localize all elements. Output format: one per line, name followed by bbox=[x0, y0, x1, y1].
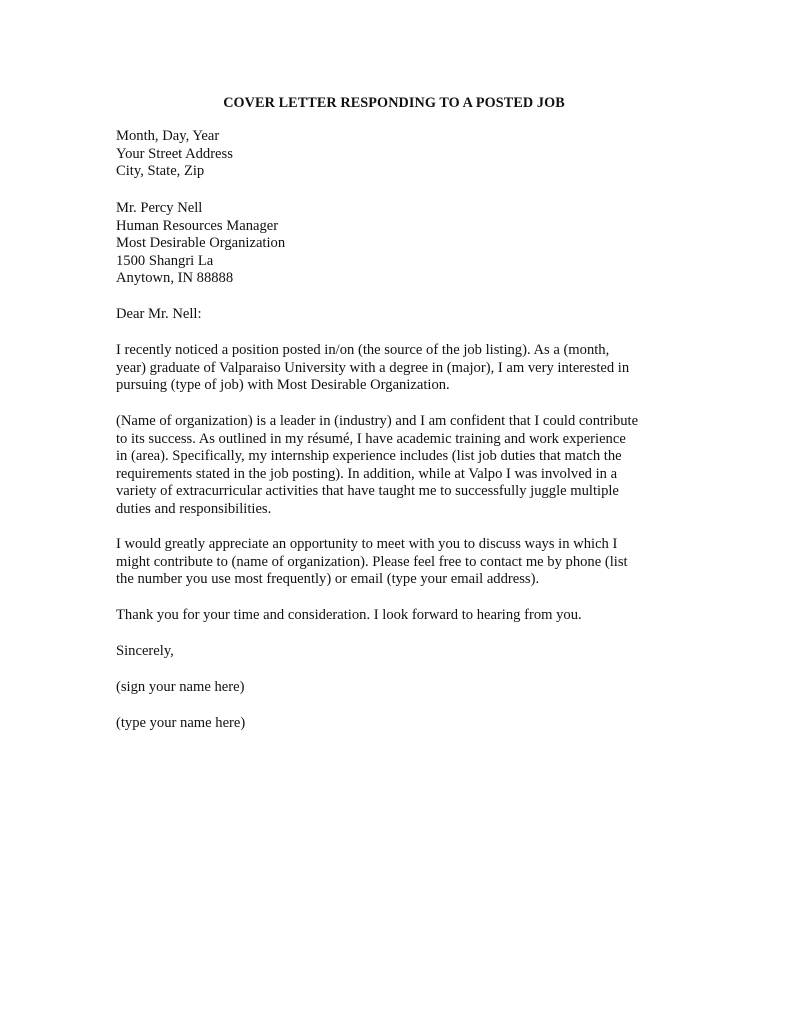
recipient-city: Anytown, IN 88888 bbox=[116, 270, 234, 287]
paragraph-line: year) graduate of Valparaiso University with a degree in (major), I am very interested in bbox=[116, 359, 630, 376]
paragraph-line: (Name of organization) is a leader in (industry) and I am confident that I could contribute bbox=[116, 413, 639, 429]
closing bbox=[116, 643, 676, 661]
recipient-address bbox=[116, 200, 676, 288]
paragraph-line: pursuing (type of job) with Most Desirable Organization. bbox=[116, 377, 450, 394]
paragraph-request bbox=[116, 536, 676, 589]
sender-date: Month, Day, Year bbox=[116, 128, 220, 144]
salutation-text: Dear Mr. Nell: bbox=[116, 306, 202, 322]
typed-name-placeholder bbox=[116, 715, 676, 733]
sender-address bbox=[116, 128, 676, 181]
sender-street: Your Street Address bbox=[116, 145, 233, 162]
paragraph-line: variety of extracurricular activities that have taught me to successfully juggle multiple bbox=[116, 483, 619, 500]
sender-city: City, State, Zip bbox=[116, 163, 205, 180]
closing-text: Sincerely, bbox=[116, 643, 174, 659]
paragraph-thanks bbox=[116, 607, 676, 625]
paragraph-line: I recently noticed a position posted in/on (the source of the job listing). As a (month, bbox=[116, 342, 610, 358]
recipient-name: Mr. Percy Nell bbox=[116, 200, 203, 216]
paragraph-line: I would greatly appreciate an opportunity to meet with you to discuss ways in which I bbox=[116, 536, 618, 552]
signature-text: (sign your name here) bbox=[116, 679, 245, 695]
salutation bbox=[116, 306, 676, 324]
recipient-organization: Most Desirable Organization bbox=[116, 235, 286, 252]
paragraph-line: requirements stated in the job posting). In addition, while at Valpo I was involved in a bbox=[116, 465, 618, 482]
signature-placeholder bbox=[116, 679, 676, 697]
paragraph-line: Thank you for your time and consideration. I look forward to hearing from you. bbox=[116, 607, 582, 623]
paragraph-intro bbox=[116, 342, 676, 395]
paragraph-qualifications bbox=[116, 413, 676, 519]
paragraph-line: might contribute to (name of organization). Please feel free to contact me by phone (list bbox=[116, 553, 628, 570]
letter-title: COVER LETTER RESPONDING TO A POSTED JOB bbox=[223, 95, 565, 111]
paragraph-line: to its success. As outlined in my résumé, I have academic training and work experience bbox=[116, 430, 626, 447]
recipient-street: 1500 Shangri La bbox=[116, 252, 214, 269]
typed-name-text: (type your name here) bbox=[116, 715, 246, 731]
paragraph-line: duties and responsibilities. bbox=[116, 500, 272, 517]
paragraph-line: in (area). Specifically, my internship experience includes (list job duties that match the bbox=[116, 448, 622, 465]
paragraph-line: the number you use most frequently) or email (type your email address). bbox=[116, 571, 540, 588]
recipient-position: Human Resources Manager bbox=[116, 217, 279, 234]
